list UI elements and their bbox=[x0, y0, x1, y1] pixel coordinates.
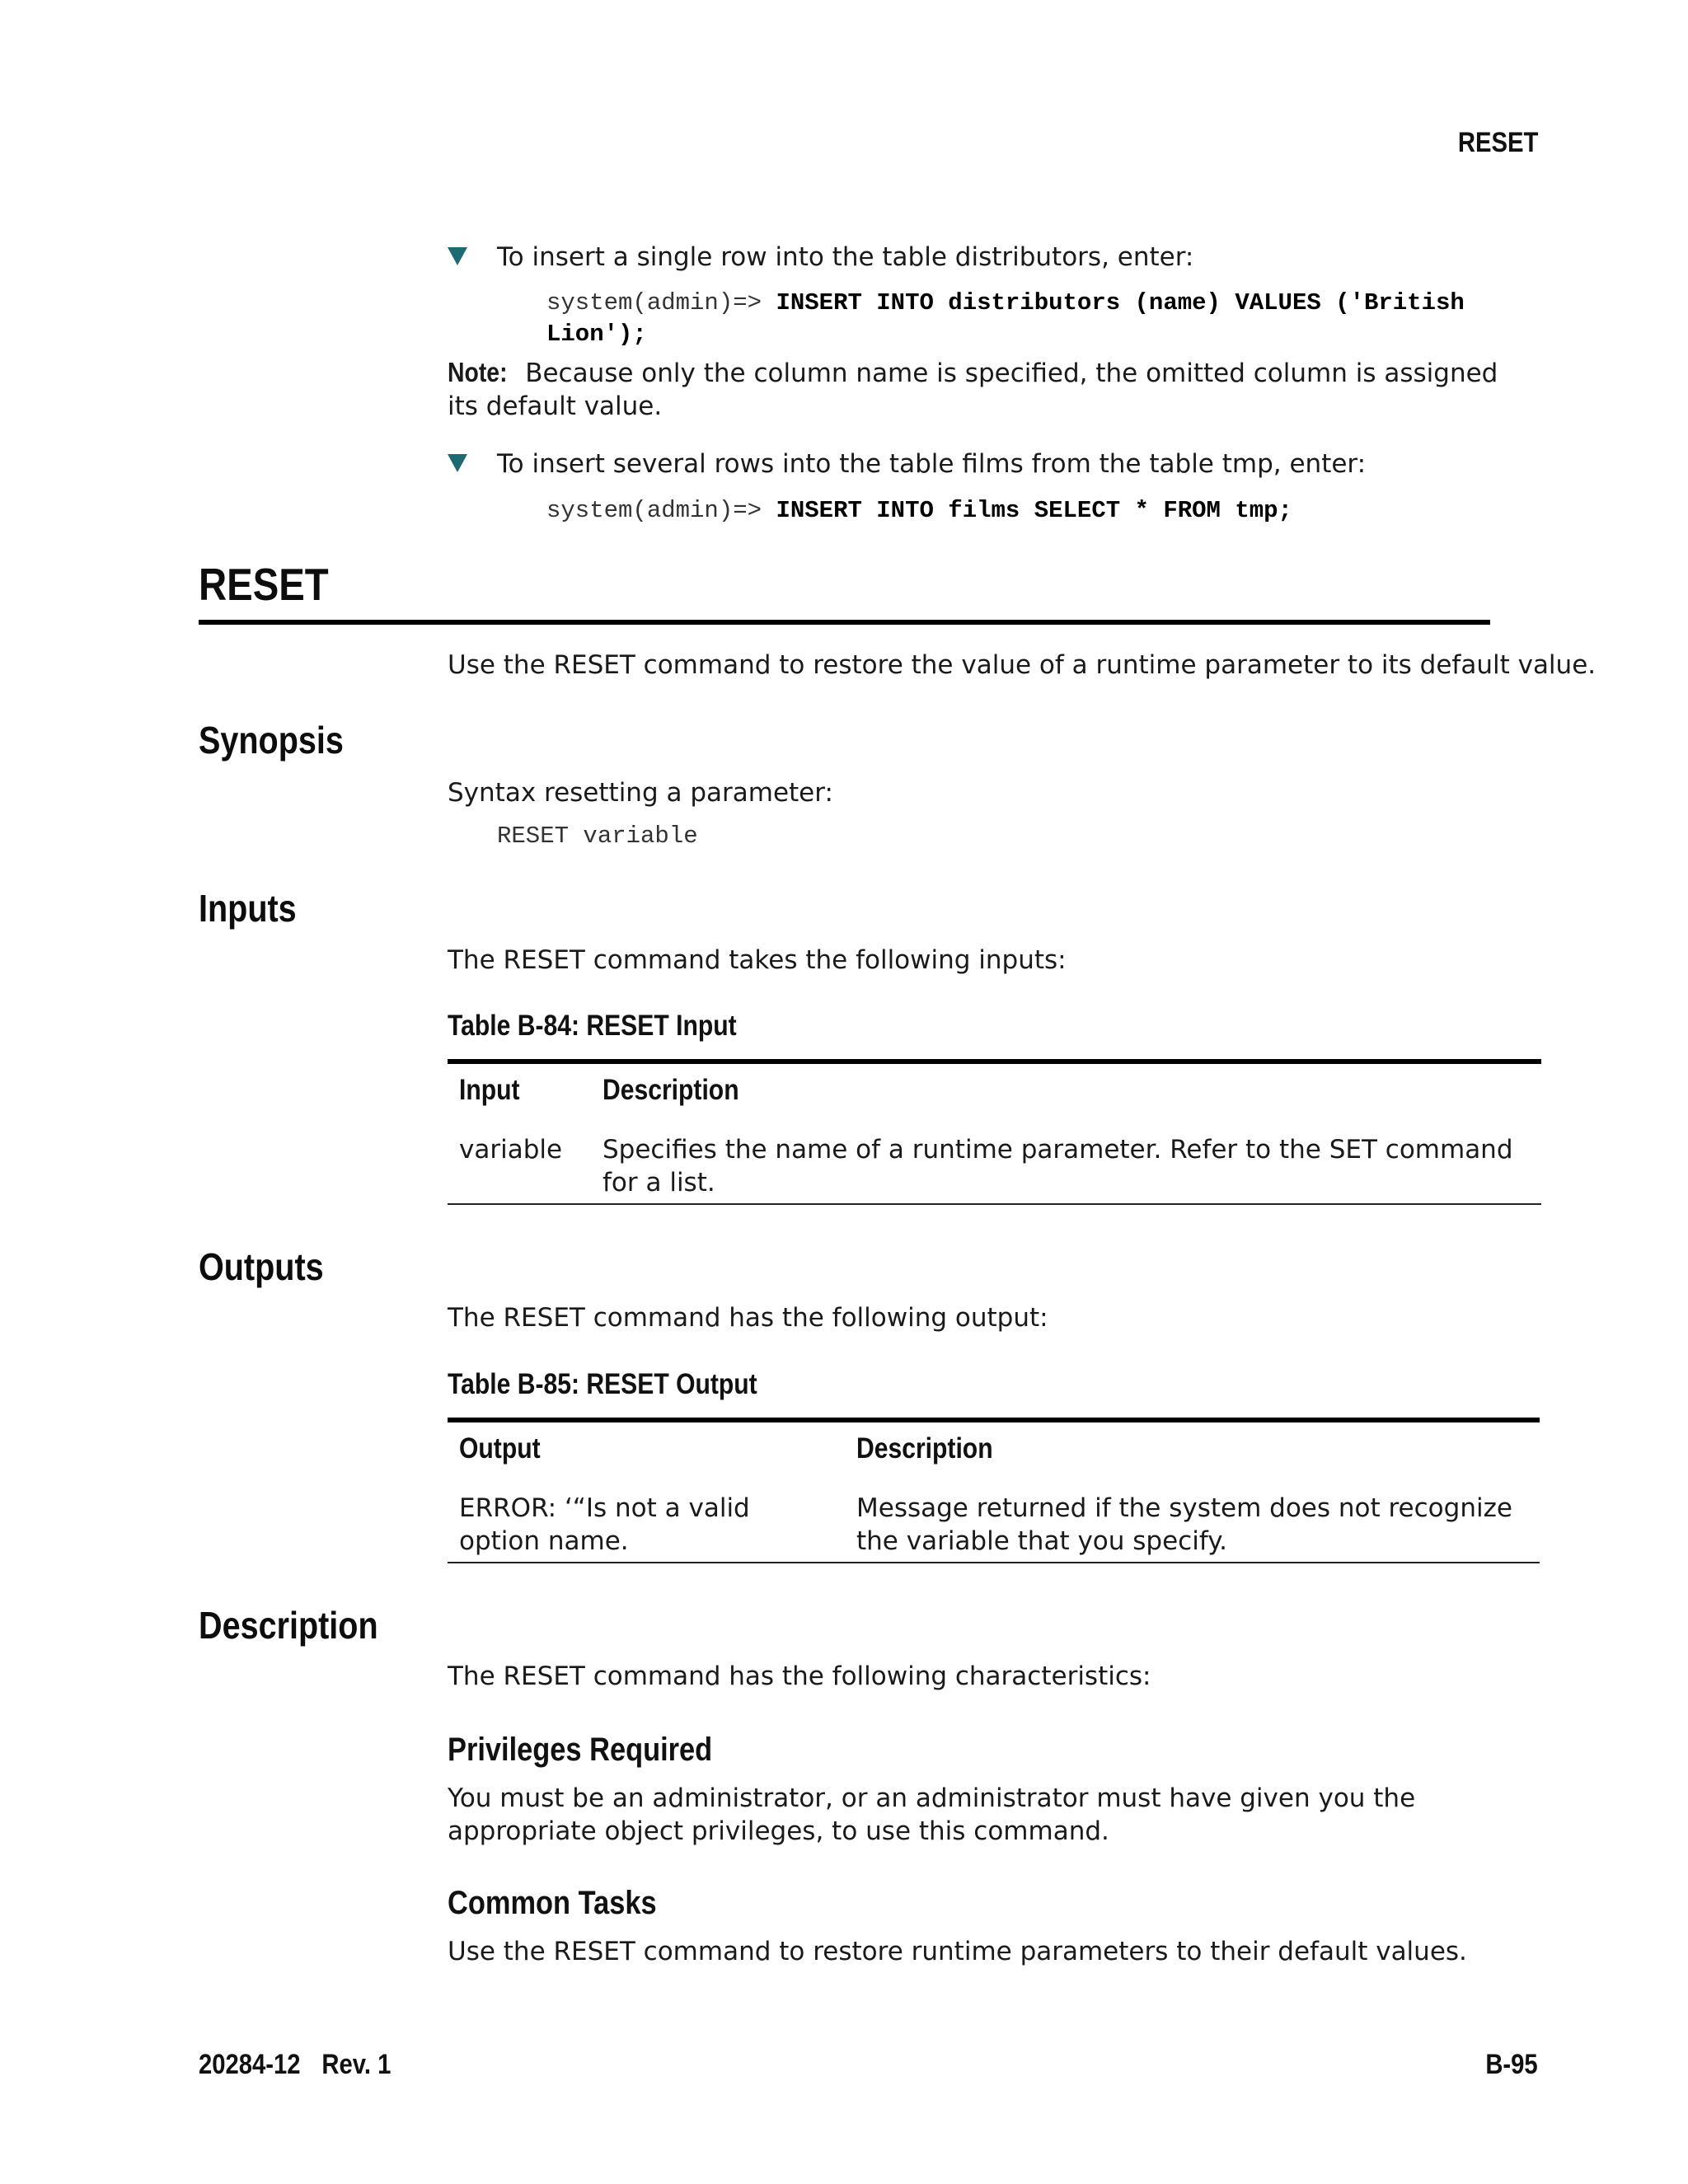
column-header: Description bbox=[856, 1432, 993, 1465]
note-paragraph bbox=[448, 356, 1519, 423]
table-row bbox=[448, 1475, 1540, 1569]
table-bottom-rule bbox=[448, 1562, 1540, 1563]
column-header: Output bbox=[459, 1432, 541, 1465]
table-caption: Table B-85: RESET Output bbox=[448, 1368, 757, 1400]
revision: Rev. 1 bbox=[321, 2049, 392, 2080]
note-text: Because only the column name is specified, the omitted column is assigned its default value. bbox=[448, 359, 1498, 421]
column-header: Description bbox=[603, 1074, 739, 1106]
outputs-text: The RESET command has the following output: bbox=[448, 1303, 1048, 1333]
column-header: Input bbox=[459, 1074, 520, 1106]
footer-doc-info bbox=[199, 2046, 391, 2083]
synopsis-text: Syntax resetting a parameter: bbox=[448, 778, 833, 808]
description-text: The RESET command has the following characteristics: bbox=[448, 1661, 1151, 1691]
code-prompt: system(admin)=> bbox=[546, 497, 776, 524]
bullet-triangle-icon bbox=[448, 247, 467, 265]
privileges-text: You must be an administrator, or an administrator must have given you the appropriate object privileges, to use this command. bbox=[448, 1783, 1416, 1846]
code-command-continued: Lion'); bbox=[546, 321, 647, 348]
outputs-table bbox=[448, 1422, 1540, 1569]
table-caption: Table B-84: RESET Input bbox=[448, 1010, 737, 1042]
privileges-heading: Privileges Required bbox=[448, 1732, 713, 1768]
code-command: INSERT INTO distributors (name) VALUES ('British bbox=[776, 289, 1465, 316]
note-label: Note: bbox=[448, 357, 508, 387]
insert-example-2-text: To insert several rows into the table films from the table tmp, enter: bbox=[497, 449, 1367, 479]
table-header-row bbox=[448, 1422, 1540, 1475]
reset-intro: Use the RESET command to restore the value of a runtime parameter to its default value. bbox=[448, 650, 1597, 680]
tasks-text: Use the RESET command to restore runtime parameters to their default values. bbox=[448, 1937, 1467, 1966]
synopsis-heading: Synopsis bbox=[199, 719, 344, 762]
synopsis-code: RESET variable bbox=[497, 823, 698, 850]
table-cell: Message returned if the system does not recognize the variable that you specify. bbox=[856, 1493, 1512, 1556]
table-header-row bbox=[448, 1064, 1541, 1117]
code-command: INSERT INTO films SELECT * FROM tmp; bbox=[776, 497, 1292, 524]
doc-number: 20284-12 bbox=[199, 2049, 301, 2080]
inputs-heading: Inputs bbox=[199, 887, 297, 930]
inputs-table bbox=[448, 1064, 1541, 1211]
insert-example-1-text: To insert a single row into the table distributors, enter: bbox=[497, 242, 1194, 272]
table-cell: variable bbox=[459, 1135, 563, 1165]
page-number: B-95 bbox=[1485, 2049, 1538, 2080]
title-rule bbox=[199, 620, 1490, 625]
bullet-triangle-icon bbox=[448, 454, 467, 472]
table-cell: Specifies the name of a runtime parameter. Refer to the SET command for a list. bbox=[603, 1135, 1513, 1197]
inputs-text: The RESET command takes the following inputs: bbox=[448, 945, 1067, 975]
table-bottom-rule bbox=[448, 1203, 1541, 1205]
table-row bbox=[448, 1117, 1541, 1211]
table-cell: ERROR: ‘“Is not a valid option name. bbox=[459, 1493, 750, 1556]
insert-example-1-code bbox=[546, 288, 1465, 350]
code-prompt: system(admin)=> bbox=[546, 289, 776, 316]
outputs-heading: Outputs bbox=[199, 1245, 324, 1288]
description-heading: Description bbox=[199, 1604, 378, 1647]
running-header: RESET bbox=[1457, 127, 1538, 158]
section-title: RESET bbox=[199, 559, 329, 610]
tasks-heading: Common Tasks bbox=[448, 1885, 657, 1921]
insert-example-2-code bbox=[546, 495, 1292, 527]
